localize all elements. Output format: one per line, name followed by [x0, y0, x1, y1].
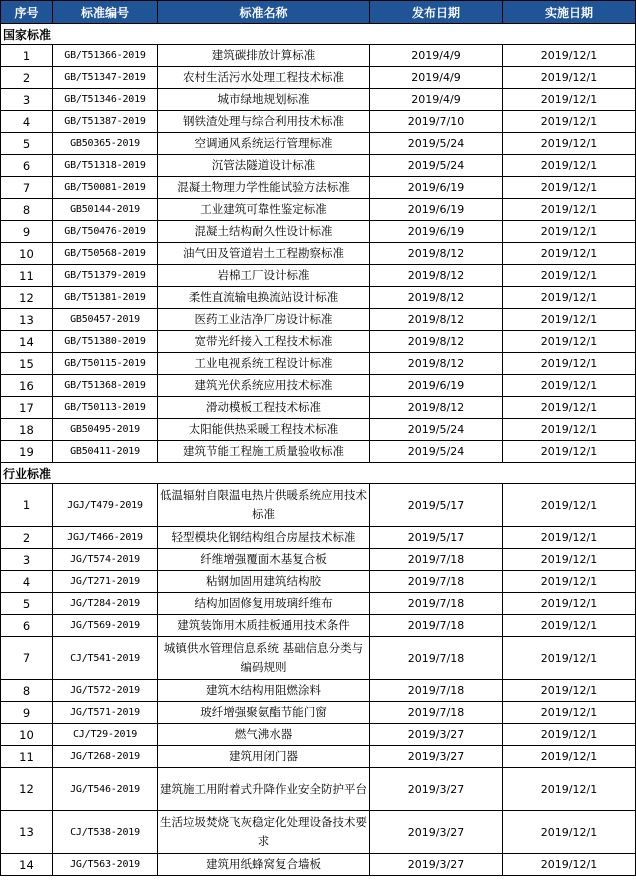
cell-implement-date: 2019/12/1 [503, 221, 636, 243]
cell-code: GB/T51381-2019 [53, 287, 158, 309]
cell-name: 建筑装饰用木质挂板通用技术条件 [158, 615, 370, 637]
cell-no: 10 [1, 243, 53, 265]
table-row [1, 67, 636, 89]
cell-implement-date: 2019/12/1 [503, 375, 636, 397]
cell-publish-date: 2019/5/24 [370, 419, 503, 441]
cell-code: GB/T50113-2019 [53, 397, 158, 419]
cell-publish-date: 2019/6/19 [370, 177, 503, 199]
cell-no: 5 [1, 133, 53, 155]
table-row [1, 571, 636, 593]
cell-publish-date: 2019/3/27 [370, 746, 503, 768]
cell-publish-date: 2019/3/27 [370, 811, 503, 854]
cell-publish-date: 2019/8/12 [370, 309, 503, 331]
cell-publish-date: 2019/8/12 [370, 243, 503, 265]
cell-name: 工业电视系统工程设计标准 [158, 353, 370, 375]
cell-publish-date: 2019/7/18 [370, 615, 503, 637]
table-row [1, 155, 636, 177]
header-name: 标准名称 [158, 1, 370, 24]
cell-code: GB/T51368-2019 [53, 375, 158, 397]
cell-publish-date: 2019/7/18 [370, 637, 503, 680]
cell-publish-date: 2019/5/17 [370, 527, 503, 549]
cell-code: JG/T563-2019 [53, 854, 158, 876]
cell-implement-date: 2019/12/1 [503, 680, 636, 702]
cell-code: CJ/T29-2019 [53, 724, 158, 746]
cell-implement-date: 2019/12/1 [503, 484, 636, 527]
cell-name: 燃气沸水器 [158, 724, 370, 746]
cell-name: 工业建筑可靠性鉴定标准 [158, 199, 370, 221]
cell-publish-date: 2019/5/24 [370, 133, 503, 155]
table-row [1, 331, 636, 353]
cell-implement-date: 2019/12/1 [503, 45, 636, 67]
cell-code: GB50365-2019 [53, 133, 158, 155]
cell-no: 18 [1, 419, 53, 441]
cell-implement-date: 2019/12/1 [503, 89, 636, 111]
header-publish-date: 发布日期 [370, 1, 503, 24]
cell-no: 1 [1, 45, 53, 67]
header-no: 序号 [1, 1, 53, 24]
cell-publish-date: 2019/8/12 [370, 287, 503, 309]
cell-name: 城市绿地规划标准 [158, 89, 370, 111]
cell-implement-date: 2019/12/1 [503, 768, 636, 811]
cell-name: 混凝土结构耐久性设计标准 [158, 221, 370, 243]
cell-implement-date: 2019/12/1 [503, 111, 636, 133]
cell-name: 轻型模块化钢结构组合房屋技术标准 [158, 527, 370, 549]
cell-code: GB/T51379-2019 [53, 265, 158, 287]
cell-name: 钢铁渣处理与综合利用技术标准 [158, 111, 370, 133]
cell-name: 滑动模板工程技术标准 [158, 397, 370, 419]
cell-no: 9 [1, 702, 53, 724]
cell-no: 14 [1, 331, 53, 353]
cell-no: 16 [1, 375, 53, 397]
table-row [1, 177, 636, 199]
cell-name: 建筑用纸蜂窝复合墙板 [158, 854, 370, 876]
cell-publish-date: 2019/8/12 [370, 331, 503, 353]
cell-implement-date: 2019/12/1 [503, 549, 636, 571]
cell-publish-date: 2019/5/24 [370, 441, 503, 463]
cell-implement-date: 2019/12/1 [503, 441, 636, 463]
cell-no: 8 [1, 680, 53, 702]
cell-code: JG/T572-2019 [53, 680, 158, 702]
cell-implement-date: 2019/12/1 [503, 571, 636, 593]
cell-publish-date: 2019/7/18 [370, 680, 503, 702]
cell-implement-date: 2019/12/1 [503, 593, 636, 615]
cell-name: 粘钢加固用建筑结构胶 [158, 571, 370, 593]
cell-code: GB/T51318-2019 [53, 155, 158, 177]
cell-code: JG/T569-2019 [53, 615, 158, 637]
cell-name: 生活垃圾焚烧飞灰稳定化处理设备技术要求 [158, 811, 370, 854]
cell-publish-date: 2019/7/10 [370, 111, 503, 133]
header-code: 标准编号 [53, 1, 158, 24]
cell-code: GB/T51347-2019 [53, 67, 158, 89]
cell-code: JG/T271-2019 [53, 571, 158, 593]
table-row [1, 309, 636, 331]
cell-code: JG/T571-2019 [53, 702, 158, 724]
section-title: 行业标准 [1, 463, 636, 484]
cell-publish-date: 2019/8/12 [370, 397, 503, 419]
cell-code: GB50144-2019 [53, 199, 158, 221]
cell-name: 油气田及管道岩土工程勘察标准 [158, 243, 370, 265]
table-row [1, 397, 636, 419]
cell-publish-date: 2019/3/27 [370, 724, 503, 746]
cell-code: JG/T268-2019 [53, 746, 158, 768]
table-row [1, 243, 636, 265]
cell-code: GB/T50476-2019 [53, 221, 158, 243]
table-row [1, 265, 636, 287]
cell-implement-date: 2019/12/1 [503, 67, 636, 89]
cell-implement-date: 2019/12/1 [503, 527, 636, 549]
cell-no: 13 [1, 309, 53, 331]
cell-publish-date: 2019/6/19 [370, 199, 503, 221]
cell-publish-date: 2019/7/18 [370, 571, 503, 593]
cell-name: 柔性直流输电换流站设计标准 [158, 287, 370, 309]
table-row [1, 724, 636, 746]
cell-implement-date: 2019/12/1 [503, 155, 636, 177]
cell-name: 宽带光纤接入工程技术标准 [158, 331, 370, 353]
section-title: 国家标准 [1, 24, 636, 45]
cell-no: 6 [1, 615, 53, 637]
cell-code: JGJ/T466-2019 [53, 527, 158, 549]
cell-no: 15 [1, 353, 53, 375]
table-row [1, 199, 636, 221]
cell-name: 空调通风系统运行管理标准 [158, 133, 370, 155]
table-row [1, 89, 636, 111]
table-row [1, 746, 636, 768]
cell-no: 11 [1, 746, 53, 768]
cell-code: CJ/T541-2019 [53, 637, 158, 680]
cell-no: 2 [1, 527, 53, 549]
cell-name: 沉管法隧道设计标准 [158, 155, 370, 177]
table-row [1, 768, 636, 811]
cell-code: GB50495-2019 [53, 419, 158, 441]
cell-code: JG/T284-2019 [53, 593, 158, 615]
cell-implement-date: 2019/12/1 [503, 702, 636, 724]
cell-implement-date: 2019/12/1 [503, 353, 636, 375]
cell-no: 11 [1, 265, 53, 287]
cell-no: 2 [1, 67, 53, 89]
cell-publish-date: 2019/6/19 [370, 221, 503, 243]
cell-no: 10 [1, 724, 53, 746]
cell-name: 岩棉工厂设计标准 [158, 265, 370, 287]
cell-code: GB/T51380-2019 [53, 331, 158, 353]
cell-code: GB/T51366-2019 [53, 45, 158, 67]
table-row [1, 441, 636, 463]
table-row [1, 593, 636, 615]
cell-no: 3 [1, 549, 53, 571]
cell-code: CJ/T538-2019 [53, 811, 158, 854]
cell-publish-date: 2019/3/27 [370, 768, 503, 811]
table-row [1, 353, 636, 375]
table-body [1, 24, 636, 876]
cell-no: 4 [1, 111, 53, 133]
cell-publish-date: 2019/4/9 [370, 67, 503, 89]
cell-publish-date: 2019/4/9 [370, 45, 503, 67]
cell-implement-date: 2019/12/1 [503, 615, 636, 637]
cell-publish-date: 2019/7/18 [370, 593, 503, 615]
cell-code: GB/T50115-2019 [53, 353, 158, 375]
cell-code: GB50457-2019 [53, 309, 158, 331]
table-row [1, 637, 636, 680]
cell-publish-date: 2019/8/12 [370, 353, 503, 375]
cell-no: 12 [1, 768, 53, 811]
cell-no: 7 [1, 637, 53, 680]
cell-no: 6 [1, 155, 53, 177]
cell-code: JG/T574-2019 [53, 549, 158, 571]
cell-name: 建筑用闭门器 [158, 746, 370, 768]
cell-name: 城镇供水管理信息系统 基础信息分类与编码规则 [158, 637, 370, 680]
cell-no: 13 [1, 811, 53, 854]
cell-implement-date: 2019/12/1 [503, 811, 636, 854]
cell-name: 建筑光伏系统应用技术标准 [158, 375, 370, 397]
table-row [1, 111, 636, 133]
cell-name: 建筑节能工程施工质量验收标准 [158, 441, 370, 463]
cell-code: GB/T51346-2019 [53, 89, 158, 111]
cell-name: 玻纤增强聚氨酯节能门窗 [158, 702, 370, 724]
cell-publish-date: 2019/5/24 [370, 155, 503, 177]
cell-no: 17 [1, 397, 53, 419]
table-row [1, 45, 636, 67]
section-row [1, 24, 636, 45]
table-row [1, 854, 636, 876]
table-row [1, 287, 636, 309]
cell-name: 建筑施工用附着式升降作业安全防护平台 [158, 768, 370, 811]
cell-implement-date: 2019/12/1 [503, 265, 636, 287]
cell-code: JG/T546-2019 [53, 768, 158, 811]
cell-implement-date: 2019/12/1 [503, 854, 636, 876]
cell-implement-date: 2019/12/1 [503, 177, 636, 199]
cell-no: 3 [1, 89, 53, 111]
cell-publish-date: 2019/4/9 [370, 89, 503, 111]
cell-implement-date: 2019/12/1 [503, 419, 636, 441]
cell-name: 建筑木结构用阻燃涂料 [158, 680, 370, 702]
cell-no: 12 [1, 287, 53, 309]
cell-publish-date: 2019/7/18 [370, 549, 503, 571]
cell-code: GB/T50081-2019 [53, 177, 158, 199]
cell-no: 14 [1, 854, 53, 876]
cell-no: 9 [1, 221, 53, 243]
table-row [1, 484, 636, 527]
cell-implement-date: 2019/12/1 [503, 637, 636, 680]
table-row [1, 702, 636, 724]
table-row [1, 549, 636, 571]
cell-no: 19 [1, 441, 53, 463]
cell-implement-date: 2019/12/1 [503, 199, 636, 221]
cell-no: 8 [1, 199, 53, 221]
cell-implement-date: 2019/12/1 [503, 133, 636, 155]
cell-name: 纤维增强覆面木基复合板 [158, 549, 370, 571]
cell-publish-date: 2019/5/17 [370, 484, 503, 527]
cell-publish-date: 2019/3/27 [370, 854, 503, 876]
cell-implement-date: 2019/12/1 [503, 243, 636, 265]
section-row [1, 463, 636, 484]
cell-name: 混凝土物理力学性能试验方法标准 [158, 177, 370, 199]
cell-no: 5 [1, 593, 53, 615]
cell-code: GB/T51387-2019 [53, 111, 158, 133]
cell-name: 医药工业洁净厂房设计标准 [158, 309, 370, 331]
header-implement-date: 实施日期 [503, 1, 636, 24]
table-row [1, 375, 636, 397]
cell-name: 农村生活污水处理工程技术标准 [158, 67, 370, 89]
cell-implement-date: 2019/12/1 [503, 309, 636, 331]
cell-implement-date: 2019/12/1 [503, 724, 636, 746]
cell-name: 结构加固修复用玻璃纤维布 [158, 593, 370, 615]
table-row [1, 221, 636, 243]
cell-code: JGJ/T479-2019 [53, 484, 158, 527]
table-row [1, 133, 636, 155]
table-row [1, 680, 636, 702]
cell-implement-date: 2019/12/1 [503, 397, 636, 419]
cell-no: 7 [1, 177, 53, 199]
table-row [1, 419, 636, 441]
cell-implement-date: 2019/12/1 [503, 287, 636, 309]
cell-code: GB/T50568-2019 [53, 243, 158, 265]
cell-implement-date: 2019/12/1 [503, 746, 636, 768]
header-row [1, 1, 636, 24]
cell-publish-date: 2019/8/12 [370, 265, 503, 287]
cell-no: 4 [1, 571, 53, 593]
cell-publish-date: 2019/6/19 [370, 375, 503, 397]
cell-name: 低温辐射自限温电热片供暖系统应用技术标准 [158, 484, 370, 527]
cell-implement-date: 2019/12/1 [503, 331, 636, 353]
table-row [1, 615, 636, 637]
table-row [1, 811, 636, 854]
cell-name: 太阳能供热采暖工程技术标准 [158, 419, 370, 441]
table-row [1, 527, 636, 549]
cell-name: 建筑碳排放计算标准 [158, 45, 370, 67]
cell-publish-date: 2019/7/18 [370, 702, 503, 724]
cell-code: GB50411-2019 [53, 441, 158, 463]
cell-no: 1 [1, 484, 53, 527]
